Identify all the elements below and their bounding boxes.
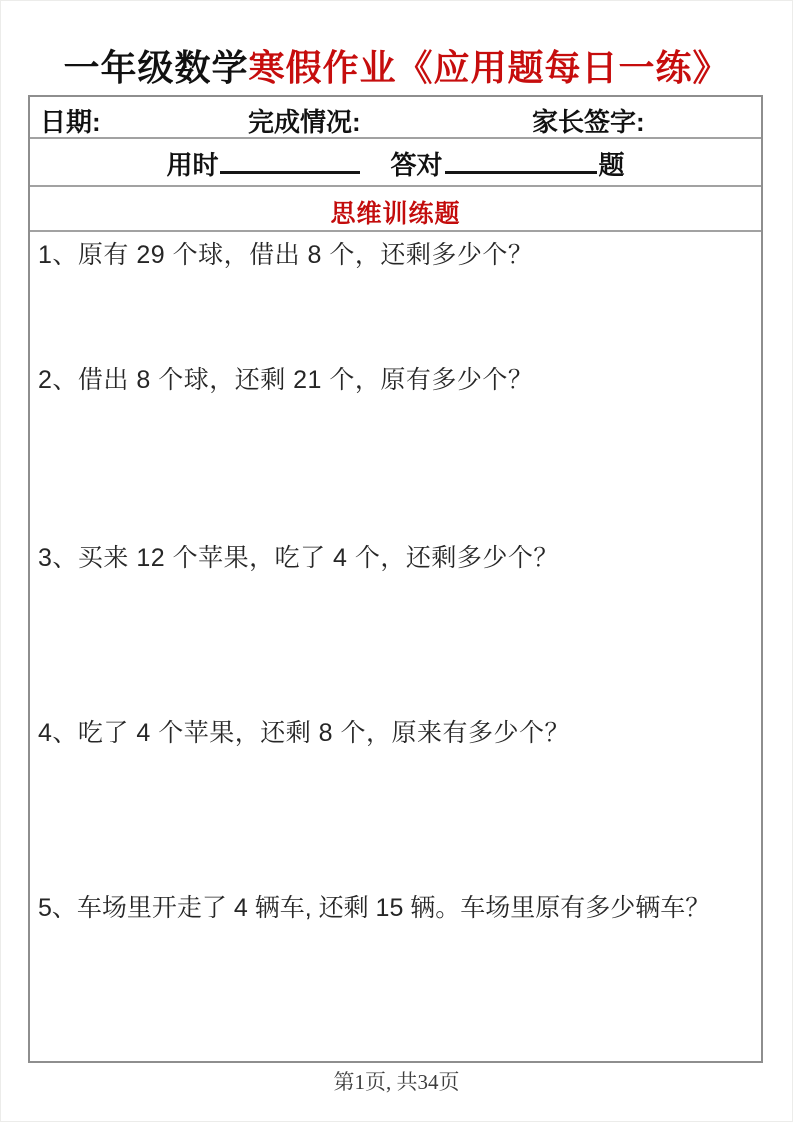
- date-label: 日期:: [40, 107, 101, 137]
- info-row: [30, 97, 761, 139]
- question-area: [30, 238, 761, 925]
- time-used-blank-line: [220, 145, 360, 174]
- question-4: 4、吃了 4 个苹果，还剩 8 个，原来有多少个？: [38, 719, 570, 747]
- parent-signature-label: 家长签字:: [532, 107, 645, 137]
- score-row: [30, 139, 761, 187]
- question-1: 1、原有 29 个球，借出 8 个，还剩多少个？: [38, 241, 534, 269]
- question-5: 5、车场里开走了 4 辆车, 还剩 15 辆。车场里原有多少辆车？: [38, 894, 711, 922]
- page-number-footer: 第1页, 共34页: [333, 1070, 460, 1094]
- worksheet-table: [28, 95, 763, 1063]
- answered-correct-blank-line: [445, 145, 597, 174]
- page-title-grade-part: 一年级数学: [63, 47, 249, 88]
- time-used-label: 用时: [166, 150, 219, 180]
- question-3: 3、买来 12 个苹果，吃了 4 个，还剩多少个？: [38, 544, 559, 572]
- question-2: 2、借出 8 个球，还剩 21 个，原有多少个？: [38, 366, 534, 394]
- completion-status-label: 完成情况:: [248, 107, 361, 137]
- score-line: [30, 145, 761, 182]
- page-title-homework-part: 寒假作业《应用题每日一练》: [248, 47, 730, 88]
- page-title: [0, 40, 793, 91]
- section-title: 思维训练题: [330, 200, 461, 228]
- questions-unit-label: 题: [598, 150, 625, 180]
- answered-correct-label: 答对: [390, 150, 443, 180]
- section-header-row: [30, 187, 761, 232]
